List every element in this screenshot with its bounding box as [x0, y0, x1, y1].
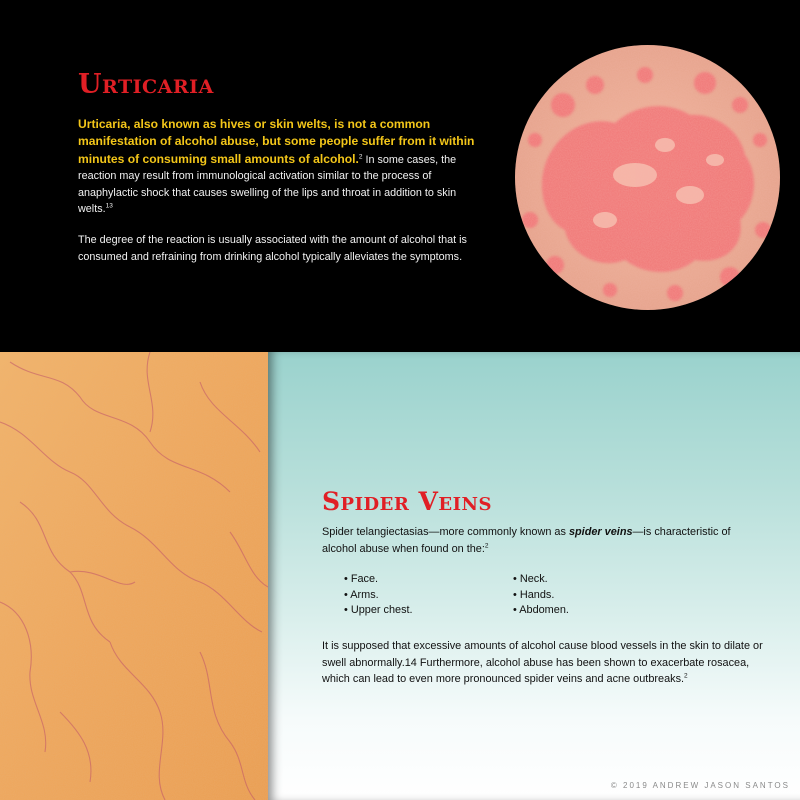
list-item: • Upper chest. [344, 603, 413, 619]
intro-text-end: —is characteristic of alcohol abuse when found on the: [322, 526, 731, 555]
urticaria-paragraph-1 [78, 116, 478, 217]
urticaria-highlight: Urticaria, also known as hives or skin welts, is not a common manifestation of alcohol abuse, but some people suffer from it within minutes of consuming small amounts of alcohol. [78, 117, 475, 166]
list-item: • Abdomen. [513, 603, 569, 619]
copyright-credit: © 2019 ANDREW JASON SANTOS [610, 781, 790, 790]
locations-list-left [344, 572, 413, 619]
urticaria-paragraph-2: The degree of the reaction is usually associated with the amount of alcohol that is consumed and refraining from drinking alcohol typically alleviates the symptoms. [78, 234, 467, 263]
urticaria-section [0, 0, 800, 352]
list-item: • Hands. [513, 588, 569, 604]
locations-list-right [513, 572, 569, 619]
list-item: • Arms. [344, 588, 413, 604]
urticaria-text [78, 116, 478, 280]
citation: 2 [484, 541, 489, 549]
citation: 2 [684, 672, 688, 680]
citation: 13 [105, 202, 113, 210]
list-item: • Face. [344, 572, 413, 588]
hives-photo [515, 45, 780, 310]
spider-veins-section [268, 352, 800, 800]
urticaria-heading: Urticaria [78, 69, 214, 100]
citation: 2 [358, 153, 363, 161]
urticaria-body: In some cases, the reaction may result from immunological activation similar to the process of anaphylactic shock that causes swelling of the lips and throat in addition to skin welts. [78, 153, 457, 216]
intro-text: Spider telangiectasias—more commonly known as [322, 526, 569, 538]
spider-veins-outro [322, 638, 772, 688]
list-item: • Neck. [513, 572, 569, 588]
spider-veins-intro [322, 524, 762, 557]
intro-keyword: spider veins [568, 526, 633, 538]
spider-veins-photo [0, 352, 268, 800]
outro-text: It is supposed that excessive amounts of alcohol cause blood vessels in the skin to dilate or swell abnormally.14 Furthermore, alcohol abuse has been shown to exacerbate rosacea, which can lead to even more pronounced spider veins and acne outbreaks. [322, 640, 763, 686]
spider-veins-heading: Spider Veins [322, 487, 492, 516]
